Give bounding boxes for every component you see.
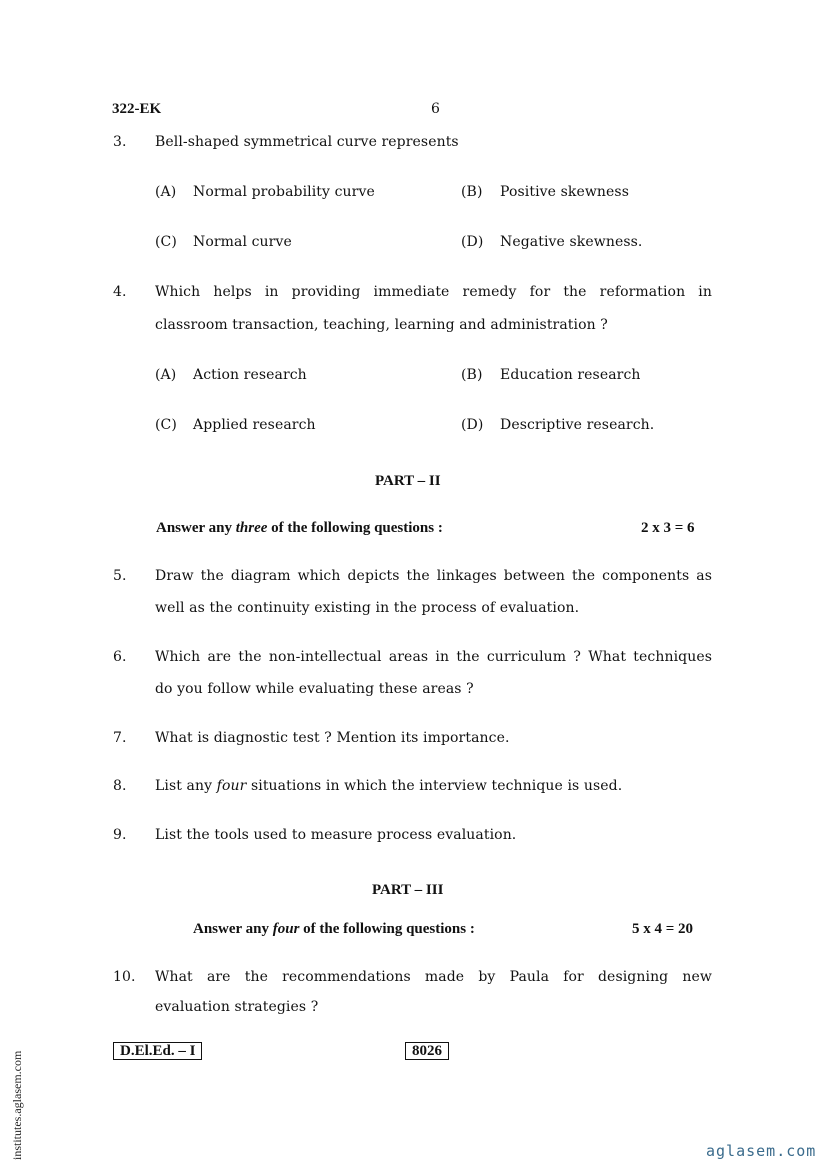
- option-text: Descriptive research.: [500, 417, 655, 433]
- question-number: 10.: [113, 969, 136, 985]
- option-label: (C): [155, 234, 177, 250]
- section-instruction: Answer any four of the following questions :: [193, 921, 475, 937]
- option-label: (B): [461, 367, 483, 383]
- bottom-watermark: aglasem.com: [706, 1142, 817, 1160]
- section-marks: 2 x 3 = 6: [641, 520, 695, 536]
- option-text: Normal curve: [193, 234, 292, 250]
- section-instruction: Answer any three of the following questions :: [156, 520, 443, 536]
- option-label: (A): [155, 184, 177, 200]
- question-number: 6.: [113, 649, 127, 665]
- question-text: Bell-shaped symmetrical curve represents: [155, 134, 459, 150]
- question-text: Which are the non-intellectual areas in the curriculum ? What techniques: [155, 649, 712, 665]
- option-text: Normal probability curve: [193, 184, 375, 200]
- option-label: (D): [461, 234, 484, 250]
- question-number: 8.: [113, 778, 127, 794]
- option-text: Education research: [500, 367, 641, 383]
- question-number: 9.: [113, 827, 127, 843]
- option-label: (D): [461, 417, 484, 433]
- question-text: evaluation strategies ?: [155, 999, 319, 1015]
- question-text: List any four situations in which the interview technique is used.: [155, 778, 623, 794]
- course-box: D.El.Ed. – I: [113, 1042, 202, 1060]
- section-marks: 5 x 4 = 20: [632, 921, 694, 937]
- option-text: Applied research: [193, 417, 316, 433]
- question-number: 4.: [113, 284, 127, 300]
- question-text: Draw the diagram which depicts the linkages between the components as: [155, 568, 712, 584]
- option-label: (B): [461, 184, 483, 200]
- section-title: PART – II: [375, 473, 441, 489]
- question-text: What is diagnostic test ? Mention its importance.: [155, 730, 510, 746]
- question-text: do you follow while evaluating these areas ?: [155, 681, 474, 697]
- question-text: classroom transaction, teaching, learning and administration ?: [155, 317, 608, 333]
- paper-code: 322-EK: [112, 101, 162, 117]
- side-watermark: institutes.aglasem.com: [10, 1050, 24, 1160]
- option-text: Positive skewness: [500, 184, 629, 200]
- question-text: well as the continuity existing in the process of evaluation.: [155, 600, 580, 616]
- section-title: PART – III: [372, 882, 444, 898]
- question-text: What are the recommendations made by Paula for designing new: [155, 969, 712, 985]
- option-text: Negative skewness.: [500, 234, 643, 250]
- page-number: 6: [431, 101, 441, 117]
- question-text: Which helps in providing immediate remedy for the reformation in: [155, 284, 712, 300]
- paper-code-box: 8026: [405, 1042, 449, 1060]
- question-number: 7.: [113, 730, 127, 746]
- question-number: 5.: [113, 568, 127, 584]
- question-number: 3.: [113, 134, 127, 150]
- option-text: Action research: [193, 367, 307, 383]
- option-label: (C): [155, 417, 177, 433]
- question-text: List the tools used to measure process evaluation.: [155, 827, 517, 843]
- option-label: (A): [155, 367, 177, 383]
